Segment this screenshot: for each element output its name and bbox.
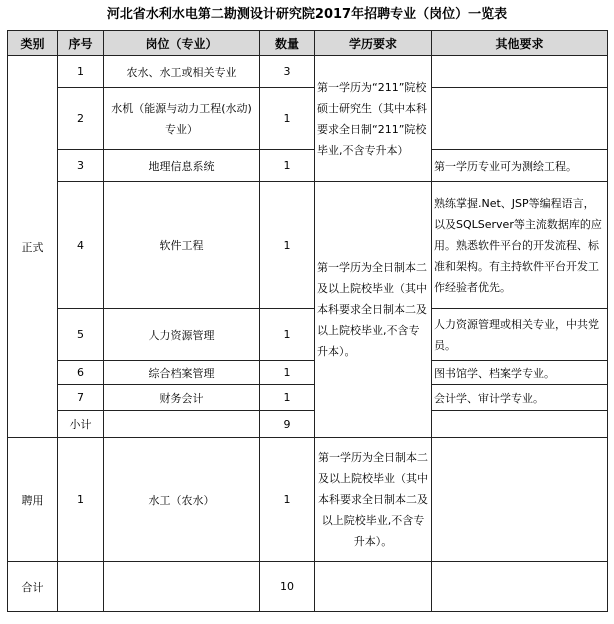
row-post: 软件工程 xyxy=(104,182,260,309)
empty-cell xyxy=(432,562,608,612)
row-count: 1 xyxy=(260,361,315,385)
row-number: 7 xyxy=(58,385,104,411)
row-other: 图书馆学、档案学专业。 xyxy=(432,361,608,385)
row-other: 会计学、审计学专业。 xyxy=(432,385,608,411)
header-other: 其他要求 xyxy=(432,31,608,56)
header-count: 数量 xyxy=(260,31,315,56)
subtotal-row xyxy=(8,411,608,438)
header-number: 序号 xyxy=(58,31,104,56)
header-category: 类别 xyxy=(8,31,58,56)
row-number: 1 xyxy=(58,56,104,88)
row-post: 综合档案管理 xyxy=(104,361,260,385)
table-row xyxy=(8,438,608,562)
education-requirement-a: 第一学历为“211”院校硕士研究生（其中本科要求全日制“211”院校毕业,不含专升本） xyxy=(315,56,432,182)
row-post: 水工（农水） xyxy=(104,438,260,562)
row-post: 农水、水工或相关专业 xyxy=(104,56,260,88)
education-requirement-b: 第一学历为全日制本二及以上院校毕业（其中本科要求全日制本二及以上院校毕业,不含专升本）。 xyxy=(315,182,432,438)
row-post: 地理信息系统 xyxy=(104,150,260,182)
page-title: 河北省水利水电第二勘测设计研究院2017年招聘专业（岗位）一览表 xyxy=(106,7,508,22)
row-post: 财务会计 xyxy=(104,385,260,411)
row-other xyxy=(432,56,608,88)
table-row xyxy=(8,361,608,385)
empty-cell xyxy=(432,411,608,438)
row-count: 1 xyxy=(260,385,315,411)
row-number: 5 xyxy=(58,309,104,361)
row-other: 熟练掌握.Net、JSP等编程语言，以及SQLServer等主流数据库的应用。熟悉软件平台的开发流程、标准和架构。有主持软件平台开发工作经验者优先。 xyxy=(432,182,608,309)
total-label: 合计 xyxy=(8,562,58,612)
category-hired: 聘用 xyxy=(8,438,58,562)
row-number: 3 xyxy=(58,150,104,182)
row-other xyxy=(432,88,608,150)
subtotal-value: 9 xyxy=(260,411,315,438)
education-requirement-hired: 第一学历为全日制本二及以上院校毕业（其中本科要求全日制本二及以上院校毕业,不含专升本）。 xyxy=(315,438,432,562)
header-education: 学历要求 xyxy=(315,31,432,56)
header-row xyxy=(8,31,608,56)
row-count: 3 xyxy=(260,56,315,88)
empty-cell xyxy=(104,411,260,438)
row-count: 1 xyxy=(260,438,315,562)
empty-cell xyxy=(315,562,432,612)
row-number: 2 xyxy=(58,88,104,150)
row-post: 水机（能源与动力工程(水动)专业） xyxy=(104,88,260,150)
row-post: 人力资源管理 xyxy=(104,309,260,361)
row-other: 第一学历专业可为测绘工程。 xyxy=(432,150,608,182)
subtotal-label: 小计 xyxy=(58,411,104,438)
row-number: 6 xyxy=(58,361,104,385)
row-number: 4 xyxy=(58,182,104,309)
empty-cell xyxy=(432,438,608,562)
table-row xyxy=(8,182,608,309)
row-count: 1 xyxy=(260,309,315,361)
total-value: 10 xyxy=(260,562,315,612)
row-other: 人力资源管理或相关专业，中共党员。 xyxy=(432,309,608,361)
table-row xyxy=(8,150,608,182)
table-row xyxy=(8,385,608,411)
table-row xyxy=(8,88,608,150)
header-post: 岗位（专业） xyxy=(104,31,260,56)
total-row xyxy=(8,562,608,612)
row-number: 1 xyxy=(58,438,104,562)
empty-cell xyxy=(104,562,260,612)
recruitment-table xyxy=(7,30,608,612)
table-row xyxy=(8,56,608,88)
row-count: 1 xyxy=(260,150,315,182)
empty-cell xyxy=(58,562,104,612)
category-formal: 正式 xyxy=(8,56,58,438)
table-row xyxy=(8,309,608,361)
row-count: 1 xyxy=(260,88,315,150)
row-count: 1 xyxy=(260,182,315,309)
